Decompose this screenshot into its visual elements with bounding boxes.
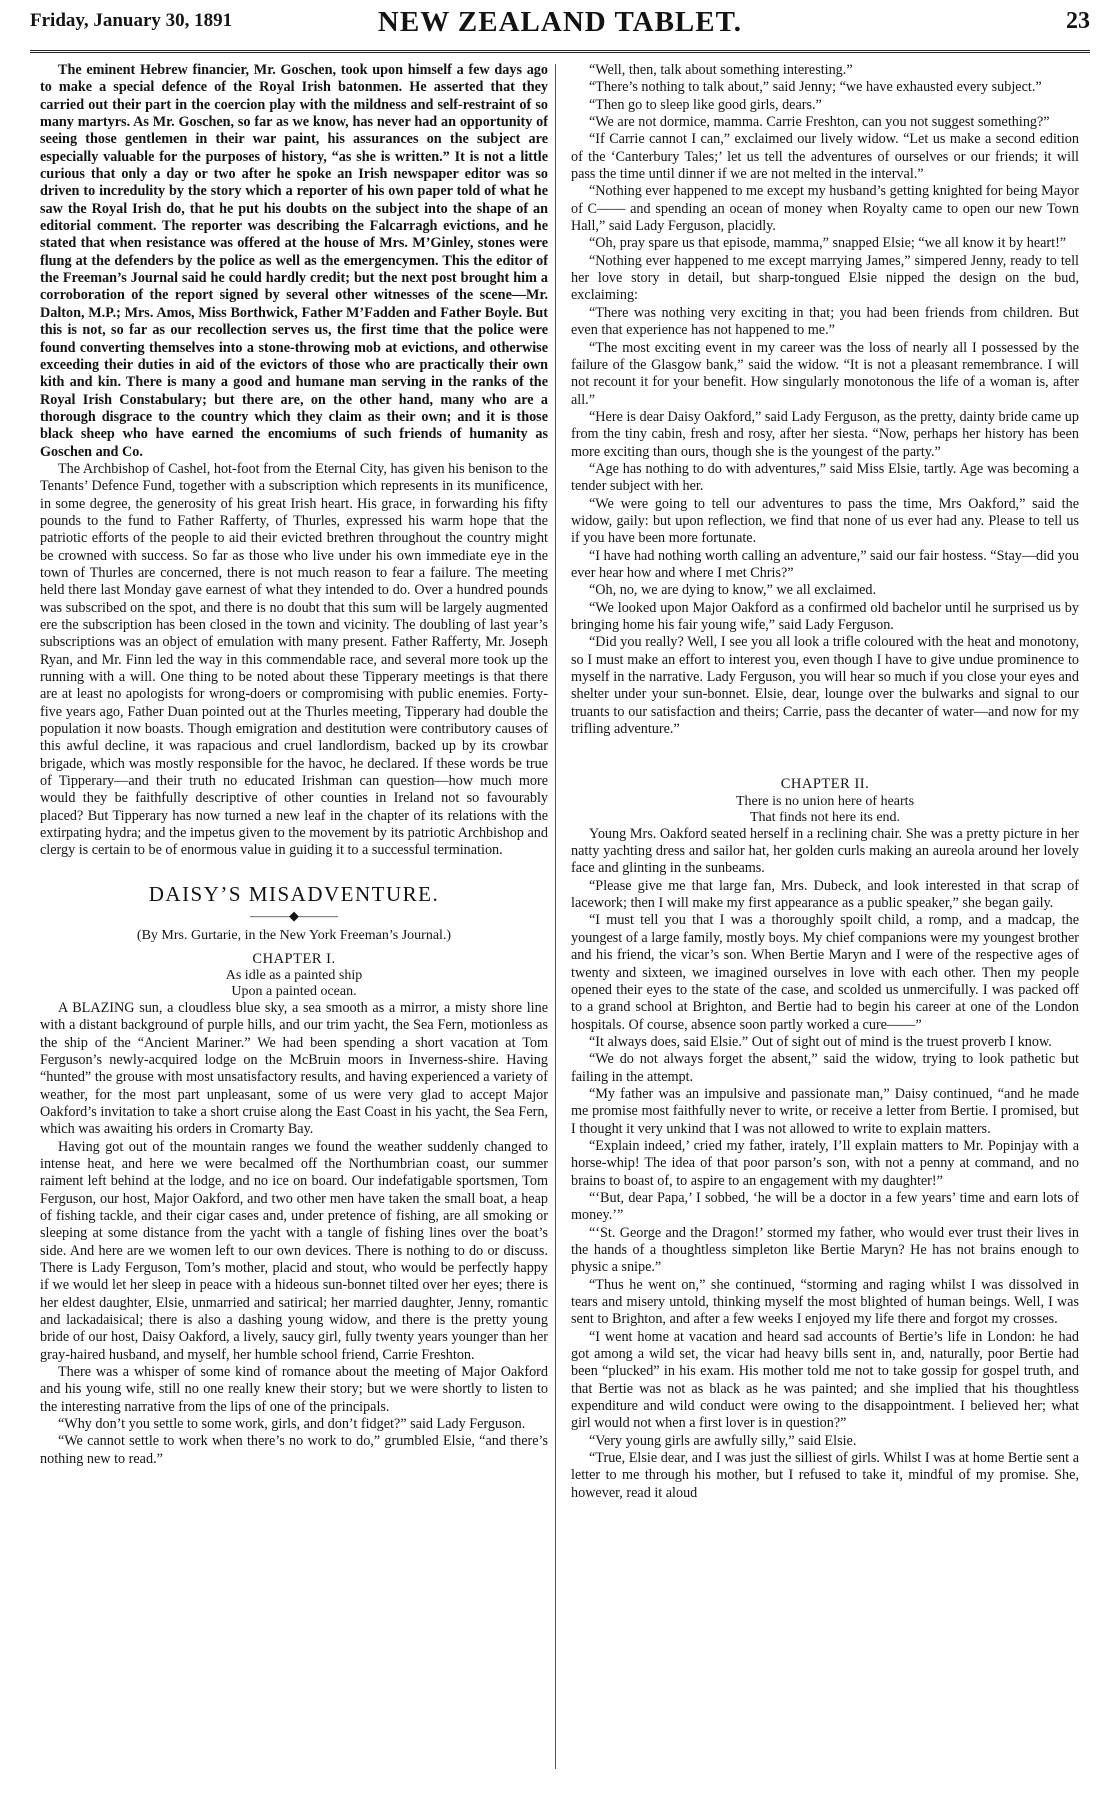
story-paragraph: “Nothing ever happened to me except my husband’s getting knighted for being Mayor of C—— and spending an ocean of money when Royalty came to open our new Town Hall,” said Lady Ferguson, placidly. bbox=[571, 183, 1079, 235]
story-paragraph: “Then go to sleep like good girls, dears.” bbox=[589, 96, 822, 113]
story-byline: (By Mrs. Gurtarie, in the New York Freeman’s Journal.) bbox=[136, 928, 452, 944]
story-paragraph: “Well, then, talk about something interesting.” bbox=[589, 62, 853, 78]
story-paragraph: There was a whisper of some kind of romance about the meeting of Major Oakford and his young wife, still no one really knew their story; but we were shortly to listen to the interesting narrative from the lips of one of the principals. bbox=[40, 1364, 548, 1415]
story-paragraph: “If Carrie cannot I can,” exclaimed our lively widow. “Let us make a second edition of the ‘Canterbury Tales;’ let us tell the adventures of ourselves or our friends; it will pass the time until dinner if we are not melted in the interval.” bbox=[571, 131, 1079, 183]
page-number: 23 bbox=[1066, 8, 1090, 34]
story-paragraph: “Age has nothing to do with adventures,” said Miss Elsie, tartly. Age was becoming a tender subject with her. bbox=[571, 460, 1079, 495]
story-paragraph: “It always does, said Elsie.” Out of sight out of mind is the truest proverb I know. bbox=[589, 1033, 1052, 1050]
newspaper-title: NEW ZEALAND TABLET. bbox=[377, 6, 743, 38]
story-paragraph: “We are not dormice, mamma. Carrie Freshton, can you not suggest something?” bbox=[589, 114, 1050, 131]
story-paragraph: “We looked upon Major Oakford as a confirmed old bachelor until he surprised us by bringing home his fair young wife,” said Lady Ferguson. bbox=[571, 599, 1079, 633]
story-paragraph: “There was nothing very exciting in that; you had been friends from children. But even that experience has not happened to me.” bbox=[571, 304, 1079, 339]
story-paragraph: “We were going to tell our adventures to pass the time, Mrs Oakford,” said the widow, gaily: but upon reflection, we find that none of us ever had any. Please to tell us if you have been more fortunate. bbox=[571, 495, 1079, 547]
story-title: DAISY’S MISADVENTURE. bbox=[148, 881, 440, 906]
story-paragraph: “There’s nothing to talk about,” said Jenny; “we have exhausted every subject.” bbox=[589, 79, 1042, 96]
epigraph-line: Upon a painted ocean. bbox=[231, 983, 357, 999]
story-paragraph: “Please give me that large fan, Mrs. Dubeck, and look interested in that scrap of lacework; then I will make my first appearance as a public speaker,” she began gaily. bbox=[571, 877, 1079, 912]
story-paragraph: “Thus he went on,” she continued, “storming and raging whilst I was dissolved in tears and misery untold, thinking myself the most blighted of human beings. Well, I was sent to Brighton, and after a few weeks I enjoyed my life there and forgot my crosses. bbox=[571, 1276, 1079, 1328]
issue-date: Friday, January 30, 1891 bbox=[30, 10, 233, 31]
chapter-two-heading: CHAPTER II. bbox=[780, 776, 870, 793]
left-column bbox=[40, 62, 548, 1785]
title-ornament: ———◆——— bbox=[250, 908, 338, 924]
story-paragraph: “I went home at vacation and heard sad accounts of Bertie’s life in London: he had got among a wild set, the vicar had heavy bills sent in, and, naturally, poor Bertie had been “plucked” in his exam. His mother told me not to take gossip for gospel truth, and that Bertie was not as black as he was painted; and she implied that his thoughtless expenditure and wild conduct were owing to the disappointment. I believed her; what girl would not when a first lover is in question?” bbox=[571, 1328, 1079, 1432]
story-paragraph: “Why don’t you settle to some work, girls, and don’t fidget?” said Lady Ferguson. bbox=[58, 1416, 526, 1433]
masthead-rule bbox=[30, 50, 1090, 53]
story-paragraph: “Explain indeed,’ cried my father, irately, I’ll explain matters to Mr. Popinjay with a horse-whip! The idea of that poor parson’s son, with not a penny at command, and no brains to boast of, to aspire to an engagement with my daughter!” bbox=[571, 1137, 1079, 1189]
story-paragraph: Having got out of the mountain ranges we found the weather suddenly changed to intense heat, and here we were becalmed off the Northumbrian coast, our summer raiment left behind at the lodge, and no ice on board. Our indefatigable sportsmen, Tom Ferguson, our host, Major Oakford, and two other men have taken the small boat, a heap of fishing tackle, and their cigar cases and, under pretence of fishing, are all smoking or sleeping at some distance from the yacht with a tangle of fishing lines over the boat’s side. And here are we women left to our own devices. There is nothing to do or discuss. There is Lady Ferguson, Tom’s mother, placid and stout, who would be perfectly happy if we would let her sleep in peace with a hideous sun-bonnet tilted over her eyes; there is her eldest daughter, Elsie, unmarried and satirical; her married daughter, Jenny, romantic and lackadaisical; there is also a dashing young widow, and there is the pretty young bride of our host, Daisy Oakford, a lively, saucy girl, fully twenty years younger than her gray-haired husband, and myself, her humble school friend, Carrie Freshton. bbox=[40, 1138, 548, 1363]
story-paragraph: Young Mrs. Oakford seated herself in a reclining chair. She was a pretty picture in her natty yachting dress and sailor hat, her golden curls making an aureola around her lovely face and glinting in the sunbeams. bbox=[571, 825, 1079, 877]
epigraph-line: There is no union here of hearts bbox=[735, 793, 915, 809]
story-paragraph: A BLAZING sun, a cloudless blue sky, a sea smooth as a mirror, a misty shore line with a distant background of purple hills, and our trim yacht, the Sea Fern, motionless as the ship of the “Ancient Mariner.” We had been spending a short vacation at Tom Ferguson’s newly-acquired lodge on the McBruin moors in Inverness-shire. Having “hunted” the grouse with most unsatisfactory results, and having experienced a variety of weather, for the most part unpleasant, some of us were very glad to accept Major Oakford’s invitation to take a short cruise along the East Coast in his yacht, the Sea Fern, which was awaiting his orders in Cromarty Bay. bbox=[40, 999, 548, 1138]
epigraph-line: That finds not here its end. bbox=[749, 809, 901, 825]
story-paragraph: “‘But, dear Papa,’ I sobbed, ‘he will be a doctor in a few years’ time and earn lots of money.’” bbox=[571, 1189, 1079, 1224]
article-goschen: The eminent Hebrew financier, Mr. Goschen, took upon himself a few days ago to make a special defence of the Royal Irish batonmen. He asserted that they carried out their part in the coercion play with the mildness and self-restraint of so many martyrs. As Mr. Goschen, so far as we know, has never had an opportunity of seeing those gentlemen in their war paint, his assurances on the subject are especially valuable for the purposes of history, “as she is written.” It is not a little curious that only a day or two after he spoke an Irish newspaper editor was so driven to incredulity by the story which a reporter of his own paper told of what he saw the Royal Irish do, that he put his doubts on the subject into the shape of an editorial comment. The reporter was describing the Falcarragh evictions, and he stated that when resistance was offered at the house of Mrs. M’Ginley, stones were flung at the defenders by the police as well as the emergencymen. This the editor of the Freeman’s Journal said he could hardly credit; but the next post brought him a corroboration of the report signed by several other witnesses of the scene—Mr. Dalton, M.P.; Mrs. Amos, Miss Borthwick, Father M’Fadden and Father Boyle. But this is not, so far as our recollection serves us, the first time that the police were found converting themselves into a stone-throwing mob at evictions, and otherwise exceeding their duties in aid of the evictors of those who are practically their own kith and kin. There is many a good and humane man serving in the ranks of the Royal Irish Constabulary; but there are, on the other hand, many who are a thorough disgrace to the country which they claim as their own; and it is those black sheep who have earned the encomiums of such friends of humanity as Goschen and Co. bbox=[40, 62, 548, 460]
story-paragraph: “We do not always forget the absent,” said the widow, trying to look pathetic but failing in the attempt. bbox=[571, 1051, 1079, 1085]
story-paragraph: “I must tell you that I was a thoroughly spoilt child, a romp, and a madcap, the youngest of a large family, mostly boys. My chief companions were my youngest brother and his friend, the vicar’s son. When Bertie Maryn and I were of the respective ages of twenty and sixteen, we imagined ourselves in love with each other. Then my people opened their eyes to the state of the case, and scolded us unmercifully. I was packed off to a grand school at Brighton, and Bertie had to begin his career at one of the London hospitals. Of course, absence soon partly worked a cure——” bbox=[571, 912, 1079, 1033]
masthead bbox=[30, 6, 1090, 52]
story-paragraph: “My father was an impulsive and passionate man,” Daisy continued, “and he made me promise most faithfully never to write, or receive a letter from Bertie. I promised, but I thought it very unkind that I was not allowed to write to explain matters. bbox=[571, 1085, 1079, 1137]
epigraph-line: As idle as a painted ship bbox=[225, 967, 363, 983]
story-paragraph: “Did you really? Well, I see you all look a trifle coloured with the heat and monotony, so I must make an effort to interest you, even though I have to give undue prominence to myself in the narrative. Lady Ferguson, you will hear so much if you close your eyes and shelter under your sun-bonnet. Elsie, dear, lounge over the bulwarks and signal to our truants to our satisfaction and theirs; Carrie, pass the decanter of water—and now for my trifling adventure.” bbox=[571, 634, 1079, 738]
story-paragraph: “Oh, no, we are dying to know,” we all exclaimed. bbox=[589, 582, 877, 599]
chapter-one-heading: CHAPTER I. bbox=[252, 950, 336, 967]
story-paragraph: “I have had nothing worth calling an adventure,” said our fair hostess. “Stay—did you ever hear how and where I met Chris?” bbox=[571, 547, 1079, 581]
story-paragraph: “We cannot settle to work when there’s no work to do,” grumbled Elsie, “and there’s nothing new to read.” bbox=[40, 1433, 548, 1467]
story-paragraph: “True, Elsie dear, and I was just the silliest of girls. Whilst I was at home Bertie sent a letter to me through his mother, but I refused to take it, mindful of my promise. She, however, read it aloud bbox=[571, 1450, 1079, 1501]
story-paragraph: “Nothing ever happened to me except marrying James,” simpered Jenny, ready to tell her love story in detail, but sharp-tongued Elsie nipped the design on the bud, exclaiming: bbox=[571, 252, 1079, 304]
story-paragraph: “Oh, pray spare us that episode, mamma,” snapped Elsie; “we all know it by heart!” bbox=[589, 235, 1067, 252]
story-paragraph: “‘St. George and the Dragon!’ stormed my father, who would ever trust their lives in the hands of a thoughtless simpleton like Bertie Maryn? He has not brains enough to physic a snipe.” bbox=[571, 1224, 1079, 1276]
story-paragraph: “Here is dear Daisy Oakford,” said Lady Ferguson, as the pretty, dainty bride came up from the tiny cabin, fresh and rosy, after her siesta. “Now, perhaps her history has been more exciting than ours, though she is the youngest of the party.” bbox=[571, 408, 1079, 460]
story-paragraph: “The most exciting event in my career was the loss of nearly all I possessed by the failure of the Glasgow bank,” said the widow. “It is not a pleasant remembrance. I will not recount it for your benefit. How singularly monotonous the life of a woman is, after all.” bbox=[571, 339, 1079, 408]
article-archbishop: The Archbishop of Cashel, hot-foot from the Eternal City, has given his benison to the Tenants’ Defence Fund, together with a subscription which represents in its munificence, in some degree, the generosity of his great Irish heart. His grace, in forwarding his fifty pounds to the fund to Father Rafferty, of Thurles, expressed his warm hope that the patriotic efforts of the people to aid their evicted brethren throughout the country might be crowned with success. So far as those who live under his own immediate eye in the town of Thurles are concerned, there is not much reason to fear a failure. The meeting held there last Monday gave earnest of what they intended to do. Over a hundred pounds was subscribed on the spot, and there is no doubt that this sum will be largely augmented ere the subscription has been closed in the town and vicinity. The doubling of last year’s subscriptions was an object of emulation with many present. Father Rafferty, Mr. Joseph Ryan, and Mr. Finn led the way in this commendable race, and several more took up the running with a will. One thing to be noted about these Tipperary meetings is that there are at least no apologists for wrong-doers or compromising with public enemies. Forty-five years ago, Father Duan pointed out at the Thurles meeting, Tipperary had double the population it now boasts. Though emigration and destitution were contributory causes of this awful decline, it was rapacious and cruel landlordism, backed up by its crowbar brigade, which was mostly responsible for the havoc, he declared. If these words be true of Tipperary—and their truth no educated Irishman can question—how much more would they be faithfully descriptive of other counties in Ireland not so favourably placed? But Tipperary has now turned a new leaf in the chapter of its relations with the extirpating hydra; and the impetus given to the movement by its patriotic Archbishop and clergy is certain to be of enormous value in guiding it to a successful termination. bbox=[40, 460, 548, 859]
right-column bbox=[571, 62, 1079, 1785]
story-paragraph: “Very young girls are awfully silly,” said Elsie. bbox=[589, 1432, 857, 1449]
column-divider bbox=[555, 64, 556, 1769]
